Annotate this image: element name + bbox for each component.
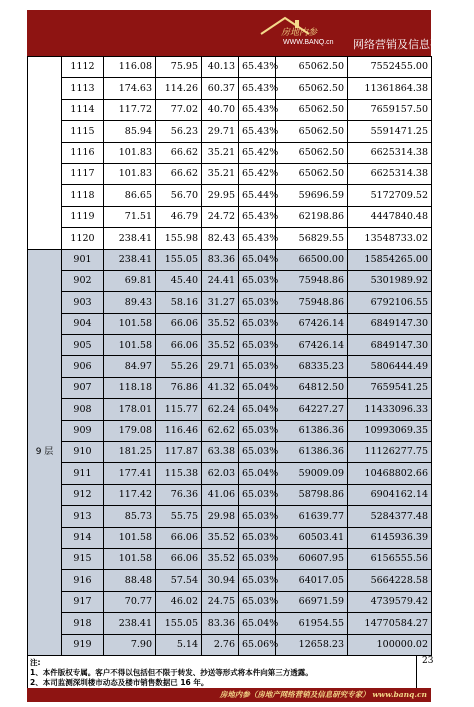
table-cell: 45.40 bbox=[156, 270, 202, 291]
table-row bbox=[28, 399, 432, 420]
unit-number-cell: 1112 bbox=[62, 57, 104, 78]
table-cell: 58.16 bbox=[156, 292, 202, 313]
table-cell: 35.21 bbox=[202, 163, 239, 184]
table-cell: 85.73 bbox=[104, 506, 156, 527]
table-cell: 6904162.14 bbox=[348, 484, 432, 505]
table-cell: 40.13 bbox=[202, 57, 239, 78]
table-cell: 35.52 bbox=[202, 313, 239, 334]
table-cell: 65.44% bbox=[239, 185, 276, 206]
table-cell: 101.83 bbox=[104, 163, 156, 184]
table-cell: 5.14 bbox=[156, 634, 202, 655]
unit-number-cell: 910 bbox=[62, 442, 104, 463]
table-cell: 5664228.58 bbox=[348, 570, 432, 591]
table-cell: 101.58 bbox=[104, 335, 156, 356]
table-cell: 29.71 bbox=[202, 121, 239, 142]
table-row bbox=[28, 613, 432, 634]
table-cell: 12658.23 bbox=[276, 634, 348, 655]
table-cell: 89.43 bbox=[104, 292, 156, 313]
table-cell: 11433096.33 bbox=[348, 399, 432, 420]
table-cell: 65.43% bbox=[239, 99, 276, 120]
unit-number-cell: 1118 bbox=[62, 185, 104, 206]
header-title: 网络营销及信息研究专家 bbox=[353, 38, 474, 51]
table-cell: 65.43% bbox=[239, 78, 276, 99]
table-cell: 13548733.02 bbox=[348, 228, 432, 249]
unit-number-cell: 905 bbox=[62, 335, 104, 356]
unit-number-cell: 903 bbox=[62, 292, 104, 313]
table-cell: 65.43% bbox=[239, 57, 276, 78]
table-cell: 65.03% bbox=[239, 420, 276, 441]
table-cell: 31.27 bbox=[202, 292, 239, 313]
table-cell: 68335.23 bbox=[276, 356, 348, 377]
table-cell: 6145936.39 bbox=[348, 527, 432, 548]
table-cell: 24.75 bbox=[202, 591, 239, 612]
floor-label bbox=[28, 57, 62, 250]
table-cell: 155.98 bbox=[156, 228, 202, 249]
table-cell: 65062.50 bbox=[276, 99, 348, 120]
unit-number-cell: 1114 bbox=[62, 99, 104, 120]
table-cell: 30.94 bbox=[202, 570, 239, 591]
table-cell: 4739579.42 bbox=[348, 591, 432, 612]
table-cell: 70.77 bbox=[104, 591, 156, 612]
table-row bbox=[28, 292, 432, 313]
table-cell: 6849147.30 bbox=[348, 335, 432, 356]
table-cell: 10993069.35 bbox=[348, 420, 432, 441]
table-cell: 65062.50 bbox=[276, 78, 348, 99]
table-cell: 29.95 bbox=[202, 185, 239, 206]
table-cell: 118.18 bbox=[104, 377, 156, 398]
table-row bbox=[28, 506, 432, 527]
table-cell: 2.76 bbox=[202, 634, 239, 655]
table-row bbox=[28, 313, 432, 334]
table-cell: 65.03% bbox=[239, 292, 276, 313]
table-cell: 82.43 bbox=[202, 228, 239, 249]
table-row bbox=[28, 249, 432, 270]
table-cell: 65.04% bbox=[239, 463, 276, 484]
brand-name: 房地内参 bbox=[281, 28, 318, 38]
table-cell: 40.70 bbox=[202, 99, 239, 120]
unit-number-cell: 907 bbox=[62, 377, 104, 398]
table-cell: 6849147.30 bbox=[348, 313, 432, 334]
unit-number-cell: 911 bbox=[62, 463, 104, 484]
table-cell: 77.02 bbox=[156, 99, 202, 120]
table-cell: 59696.59 bbox=[276, 185, 348, 206]
table-cell: 66.06 bbox=[156, 527, 202, 548]
table-cell: 61386.36 bbox=[276, 442, 348, 463]
table-cell: 65062.50 bbox=[276, 57, 348, 78]
table-cell: 238.41 bbox=[104, 228, 156, 249]
table-cell: 61954.55 bbox=[276, 613, 348, 634]
table-cell: 60607.95 bbox=[276, 548, 348, 569]
table-cell: 59009.09 bbox=[276, 463, 348, 484]
table-cell: 35.52 bbox=[202, 527, 239, 548]
table-row bbox=[28, 634, 432, 655]
table-cell: 85.94 bbox=[104, 121, 156, 142]
unit-number-cell: 901 bbox=[62, 249, 104, 270]
table-row bbox=[28, 356, 432, 377]
table-cell: 66.62 bbox=[156, 163, 202, 184]
table-cell: 101.58 bbox=[104, 527, 156, 548]
table-cell: 35.21 bbox=[202, 142, 239, 163]
table-cell: 65.06% bbox=[239, 634, 276, 655]
table-cell: 100000.02 bbox=[348, 634, 432, 655]
table-row bbox=[28, 463, 432, 484]
table-cell: 5172709.52 bbox=[348, 185, 432, 206]
notes-box bbox=[27, 655, 417, 689]
table-cell: 46.79 bbox=[156, 206, 202, 227]
table-cell: 65.03% bbox=[239, 527, 276, 548]
table-cell: 71.51 bbox=[104, 206, 156, 227]
table-cell: 75948.86 bbox=[276, 292, 348, 313]
table-cell: 67426.14 bbox=[276, 313, 348, 334]
table-cell: 174.63 bbox=[104, 78, 156, 99]
table-cell: 155.05 bbox=[156, 613, 202, 634]
table-row bbox=[28, 142, 432, 163]
table-cell: 5806444.49 bbox=[348, 356, 432, 377]
table-cell: 14770584.27 bbox=[348, 613, 432, 634]
table-cell: 65.04% bbox=[239, 399, 276, 420]
table-cell: 61386.36 bbox=[276, 420, 348, 441]
table-cell: 35.52 bbox=[202, 548, 239, 569]
table-row bbox=[28, 570, 432, 591]
table-cell: 10468802.66 bbox=[348, 463, 432, 484]
unit-number-cell: 912 bbox=[62, 484, 104, 505]
table-cell: 64227.27 bbox=[276, 399, 348, 420]
table-cell: 178.01 bbox=[104, 399, 156, 420]
table-cell: 55.26 bbox=[156, 356, 202, 377]
notes-title: 注: bbox=[30, 658, 41, 667]
table-cell: 155.05 bbox=[156, 249, 202, 270]
table-cell: 55.75 bbox=[156, 506, 202, 527]
table-cell: 64812.50 bbox=[276, 377, 348, 398]
table-cell: 56.23 bbox=[156, 121, 202, 142]
table-cell: 61639.77 bbox=[276, 506, 348, 527]
table-cell: 66500.00 bbox=[276, 249, 348, 270]
table-row bbox=[28, 442, 432, 463]
table-cell: 62.03 bbox=[202, 463, 239, 484]
table-cell: 56.70 bbox=[156, 185, 202, 206]
unit-number-cell: 908 bbox=[62, 399, 104, 420]
table-cell: 11126277.75 bbox=[348, 442, 432, 463]
brand-url: WWW.BANQ.cn bbox=[283, 39, 334, 46]
footer-banner: 房地内参（房地产网络营销及信息研究专家） www.banq.cn bbox=[27, 688, 431, 702]
table-cell: 76.86 bbox=[156, 377, 202, 398]
table-cell: 65062.50 bbox=[276, 163, 348, 184]
table-cell: 62.62 bbox=[202, 420, 239, 441]
table-cell: 11361864.38 bbox=[348, 78, 432, 99]
table-cell: 41.32 bbox=[202, 377, 239, 398]
table-row bbox=[28, 420, 432, 441]
table-cell: 181.25 bbox=[104, 442, 156, 463]
table-cell: 177.41 bbox=[104, 463, 156, 484]
table-row bbox=[28, 99, 432, 120]
table-row bbox=[28, 121, 432, 142]
table-row bbox=[28, 591, 432, 612]
page-number: 23 bbox=[422, 656, 434, 666]
table-cell: 66.06 bbox=[156, 548, 202, 569]
table-cell: 83.36 bbox=[202, 613, 239, 634]
table-row bbox=[28, 335, 432, 356]
table-cell: 65.04% bbox=[239, 377, 276, 398]
table-cell: 5591471.25 bbox=[348, 121, 432, 142]
table-row bbox=[28, 484, 432, 505]
table-row bbox=[28, 270, 432, 291]
unit-number-cell: 913 bbox=[62, 506, 104, 527]
unit-number-cell: 1116 bbox=[62, 142, 104, 163]
table-cell: 65.03% bbox=[239, 313, 276, 334]
table-cell: 115.77 bbox=[156, 399, 202, 420]
table-row bbox=[28, 206, 432, 227]
unit-number-cell: 914 bbox=[62, 527, 104, 548]
notes-line-2: 2、本司监测深圳楼市动态及楼市销售数据已 16 年。 bbox=[30, 678, 209, 687]
table-cell: 66971.59 bbox=[276, 591, 348, 612]
unit-number-cell: 916 bbox=[62, 570, 104, 591]
table-row bbox=[28, 185, 432, 206]
table-row bbox=[28, 527, 432, 548]
table-cell: 65062.50 bbox=[276, 142, 348, 163]
table-cell: 65.43% bbox=[239, 206, 276, 227]
header-banner bbox=[27, 10, 474, 56]
table-cell: 57.54 bbox=[156, 570, 202, 591]
unit-number-cell: 904 bbox=[62, 313, 104, 334]
table-cell: 24.72 bbox=[202, 206, 239, 227]
table-cell: 238.41 bbox=[104, 249, 156, 270]
table-cell: 29.71 bbox=[202, 356, 239, 377]
notes-line-1: 1、本件版权专属。客户不得以包括但不限于转发、抄送等形式将本件向第三方透露。 bbox=[30, 668, 313, 677]
table-row bbox=[28, 548, 432, 569]
table-cell: 60503.41 bbox=[276, 527, 348, 548]
table-cell: 65.03% bbox=[239, 442, 276, 463]
table-cell: 5284377.48 bbox=[348, 506, 432, 527]
table-cell: 46.02 bbox=[156, 591, 202, 612]
table-cell: 60.37 bbox=[202, 78, 239, 99]
unit-number-cell: 1120 bbox=[62, 228, 104, 249]
table-cell: 24.41 bbox=[202, 270, 239, 291]
table-cell: 116.46 bbox=[156, 420, 202, 441]
table-cell: 7659157.50 bbox=[348, 99, 432, 120]
table-row bbox=[28, 228, 432, 249]
table-cell: 69.81 bbox=[104, 270, 156, 291]
price-table bbox=[27, 56, 432, 656]
table-row bbox=[28, 377, 432, 398]
unit-number-cell: 1117 bbox=[62, 163, 104, 184]
table-cell: 62.24 bbox=[202, 399, 239, 420]
unit-number-cell: 919 bbox=[62, 634, 104, 655]
table-cell: 6625314.38 bbox=[348, 163, 432, 184]
table-cell: 65.03% bbox=[239, 506, 276, 527]
table-cell: 75948.86 bbox=[276, 270, 348, 291]
table-row bbox=[28, 57, 432, 78]
table-cell: 66.62 bbox=[156, 142, 202, 163]
table-cell: 117.42 bbox=[104, 484, 156, 505]
table-cell: 41.06 bbox=[202, 484, 239, 505]
unit-number-cell: 906 bbox=[62, 356, 104, 377]
table-cell: 15854265.00 bbox=[348, 249, 432, 270]
table-cell: 101.83 bbox=[104, 142, 156, 163]
table-cell: 67426.14 bbox=[276, 335, 348, 356]
table-cell: 65.43% bbox=[239, 121, 276, 142]
table-cell: 63.38 bbox=[202, 442, 239, 463]
table-cell: 117.87 bbox=[156, 442, 202, 463]
table-cell: 65062.50 bbox=[276, 121, 348, 142]
table-cell: 35.52 bbox=[202, 335, 239, 356]
table-cell: 117.72 bbox=[104, 99, 156, 120]
table-cell: 114.26 bbox=[156, 78, 202, 99]
table-cell: 238.41 bbox=[104, 613, 156, 634]
table-cell: 64017.05 bbox=[276, 570, 348, 591]
table-cell: 66.06 bbox=[156, 335, 202, 356]
table-cell: 115.38 bbox=[156, 463, 202, 484]
table-cell: 65.42% bbox=[239, 142, 276, 163]
table-cell: 65.03% bbox=[239, 484, 276, 505]
table-cell: 75.95 bbox=[156, 57, 202, 78]
table-cell: 65.43% bbox=[239, 228, 276, 249]
table-cell: 7.90 bbox=[104, 634, 156, 655]
table-cell: 65.03% bbox=[239, 356, 276, 377]
table-row bbox=[28, 163, 432, 184]
table-cell: 29.98 bbox=[202, 506, 239, 527]
table-cell: 6156555.56 bbox=[348, 548, 432, 569]
table-cell: 58798.86 bbox=[276, 484, 348, 505]
table-cell: 5301989.92 bbox=[348, 270, 432, 291]
table-cell: 65.03% bbox=[239, 591, 276, 612]
table-cell: 62198.86 bbox=[276, 206, 348, 227]
table-cell: 86.65 bbox=[104, 185, 156, 206]
table-cell: 6625314.38 bbox=[348, 142, 432, 163]
table-cell: 83.36 bbox=[202, 249, 239, 270]
table-cell: 101.58 bbox=[104, 548, 156, 569]
floor-label: 9 层 bbox=[28, 249, 62, 655]
table-cell: 88.48 bbox=[104, 570, 156, 591]
table-row bbox=[28, 78, 432, 99]
unit-number-cell: 902 bbox=[62, 270, 104, 291]
table-cell: 65.04% bbox=[239, 249, 276, 270]
table-cell: 65.03% bbox=[239, 335, 276, 356]
table-cell: 6792106.55 bbox=[348, 292, 432, 313]
table-cell: 7659541.25 bbox=[348, 377, 432, 398]
table-cell: 116.08 bbox=[104, 57, 156, 78]
table-cell: 65.04% bbox=[239, 613, 276, 634]
table-cell: 76.36 bbox=[156, 484, 202, 505]
table-cell: 101.58 bbox=[104, 313, 156, 334]
unit-number-cell: 917 bbox=[62, 591, 104, 612]
table-cell: 65.03% bbox=[239, 270, 276, 291]
unit-number-cell: 909 bbox=[62, 420, 104, 441]
table-cell: 65.03% bbox=[239, 570, 276, 591]
unit-number-cell: 918 bbox=[62, 613, 104, 634]
table-cell: 66.06 bbox=[156, 313, 202, 334]
unit-number-cell: 1119 bbox=[62, 206, 104, 227]
table-cell: 84.97 bbox=[104, 356, 156, 377]
table-cell: 179.08 bbox=[104, 420, 156, 441]
table-cell: 56829.55 bbox=[276, 228, 348, 249]
unit-number-cell: 1115 bbox=[62, 121, 104, 142]
table-cell: 7552455.00 bbox=[348, 57, 432, 78]
table-cell: 65.42% bbox=[239, 163, 276, 184]
table-cell: 4447840.48 bbox=[348, 206, 432, 227]
unit-number-cell: 915 bbox=[62, 548, 104, 569]
unit-number-cell: 1113 bbox=[62, 78, 104, 99]
price-table-body bbox=[28, 57, 432, 656]
table-cell: 65.03% bbox=[239, 548, 276, 569]
